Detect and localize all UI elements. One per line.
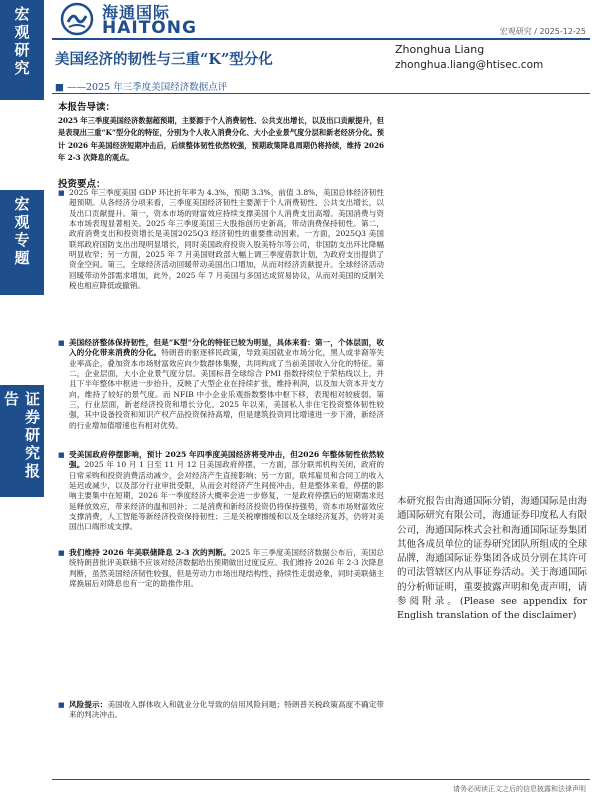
- author-name: Zhonghua Liang: [395, 43, 485, 56]
- sidebar-tag-macro-topic: [0, 190, 44, 295]
- footer-divider: [52, 779, 590, 780]
- investment-point: [58, 700, 384, 740]
- footer-notice: 请务必阅读正文之后的信息披露和法律声明: [453, 785, 586, 793]
- summary-heading: 本报告导读：: [58, 102, 116, 113]
- investment-point: [58, 548, 384, 698]
- point-lead: 受美国政府停摆影响，预计 2025 年四季度美国经济将受冲击，但2026 年整体韧性依然较强。: [69, 450, 384, 470]
- sidebar-tag-macro-research: [0, 0, 44, 100]
- logo-cn-text: 海通国际: [102, 3, 171, 22]
- investment-point: [58, 450, 384, 546]
- point-text: 特朗普的驱逐移民政策，导致美国就业市场分化，黑人或非裔等失业率高企，叠加资本市场财富效应向少数群体集聚，共同构成了当前美国收入分化的特征。第二，企业层面，大小企业景气度分层。美国标普全球综合 PMI 指数持续位于荣枯线以上，并且下半年整体中枢进一步抬升，反映了大型企业在持续扩张，维持利润，以及加大资本开支方向，维持了较好的景气度。而 NFIB 中小企业乐观指数整体中枢下移，表现相对较疲弱。第三，行业层面，新老经济投资和增长分化。2025 年以来，美国私人非住宅投资整体韧性较强，其中设备投资和知识产权产品投资保持高增，但是建筑投资同比增速进一步下滑，新经济的行业增加值增速也有相对优势。: [69, 348, 384, 430]
- sidebar-label: 宏观研究: [12, 6, 31, 78]
- sidebar-tag-securities-report: [0, 385, 44, 497]
- report-title: 美国经济的韧性与三重“K”型分化: [55, 51, 273, 68]
- investment-points-list: [58, 188, 384, 740]
- investment-point: [58, 188, 384, 336]
- header-meta: 宏观研究 / 2025-12-25: [499, 27, 586, 36]
- point-lead: 美国经济整体保持韧性，但是“K型”分化的特征已较为明显，具体来看：第一，个体层面，收入的分化带来消费的分化。: [69, 338, 384, 358]
- point-text: 美国收入群体收入和就业分化导致的信用风险问题；特朗普关税政策高度不确定带来的判决冲击。: [69, 700, 384, 720]
- disclaimer-text: 本研究报告由海通国际分销，海通国际是由海通国际研究有限公司，海通证券印度私人有限公司，海通国际株式会社和海通国际证券集团其他各成员单位的证券研究团队所组成的全球品牌，海通国际证券集团各成员分别在其许可的司法管辖区内从事证券活动。关于海通国际的分析师证明，重要披露声明和免责声明，请参阅附录。(Please see appendix for English translation of the disclaimer): [397, 496, 588, 622]
- point-text: 2025 年 10 月 1 日至 11 月 12 日美国政府停摆，一方面，部分联邦机构关闭，政府的日常采购和投资消费活动减少，会对经济产生直接影响；另一方面，联邦雇员和合同工的收入延迟或减少，以及部分行业审批受限，从而会对经济产生间接冲击，但是整体来看，停摆的影响主要集中在短期，2026 年一季度经济大概率会进一步修复，一是政府停摆后的短期需求迟延释放效应，带来经济的温和回补；二是消费和新经济投资仍将保持强势，资本市场财富效应支撑消费，人工智能等新经济投资保持韧性；三是关税摩擦缓和以及全球经济复苏，仍将对美国出口端形成支撑。: [69, 460, 384, 532]
- haitong-logo-icon: [60, 2, 94, 36]
- sidebar-label: 证券研究报告: [2, 391, 41, 481]
- left-sidebar: [0, 0, 44, 800]
- point-text: 2025 年三季度美国 GDP 环比折年率为 4.3%，预期 3.3%，前值 3.8%，美国总体经济韧性超预期。从各经济分项来看，三季度美国经济韧性主要源于个人消费韧性、公共支出增长，以及出口贡献提升。第一，资本市场的财富效应持续支撑美国个人消费支出高增。美国消费与资本市场表现显著相关。2025 年三季度美国三大股指创历史新高，带动消费保持韧性。第二，政府消费支出和投资增长是美国2025Q3 经济韧性的重要推动因素。一方面，2025Q3 美国联邦政府国防支出出现明显增长，同时美国政府投资入股美特尔等公司，非国防支出环比降幅明显收窄；另一方面，2025 年 7 月美国财政部大幅上调三季度借款计划，为政府支出提供了资金空间。第三，全球经济活动回暖带动美国出口增加，从而对经济贡献提升。全球经济活动回暖带动外部需求增加，此外，2025 年 7 月美国与多国达成贸易协议，从而对美国的反制关税也相应降低或撤销。: [69, 188, 384, 291]
- point-lead: 风险提示：: [69, 700, 108, 709]
- point-lead: 我们维持 2026 年美联储降息 2-3 次的判断。: [69, 548, 231, 557]
- haitong-logo: [60, 0, 250, 40]
- point-text: 2025 年三季度美国经济数据公布后，美国总统特朗普批评美联储不应该对经济数据给出预期做出过度反应。我们维持 2026 年 2-3 次降息判断，虽然美国经济韧性较强，但是劳动力市场出现结构性、持续性走弱迹象，同时美联储主席换届后对降息也有一定的助推作用。: [69, 548, 384, 589]
- sidebar-label: 宏观专题: [12, 196, 31, 268]
- title-divider: [52, 93, 590, 94]
- header-divider: [52, 38, 590, 40]
- logo-en-text: HAITONG: [102, 18, 197, 38]
- author-email[interactable]: zhonghua.liang@htisec.com: [395, 59, 544, 71]
- report-subtitle: ■ ——2025 年三季度美国经济数据点评: [55, 82, 228, 93]
- investment-heading: 投资要点：: [58, 179, 106, 190]
- investment-point: [58, 338, 384, 448]
- summary-text: 2025 年三季度美国经济数据超预期，主要源于个人消费韧性、公共支出增长，以及出口贡献提升，但是表现出三重“K”型分化的特征，分别为个人收入消费分化、大小企业景气度分层和新老经济分化。预计 2026 年美国经济短期冲击后，后续整体韧性依然较强，预期政策降息周期仍将持续，维持 2026 年 2-3 次降息的观点。: [58, 116, 384, 163]
